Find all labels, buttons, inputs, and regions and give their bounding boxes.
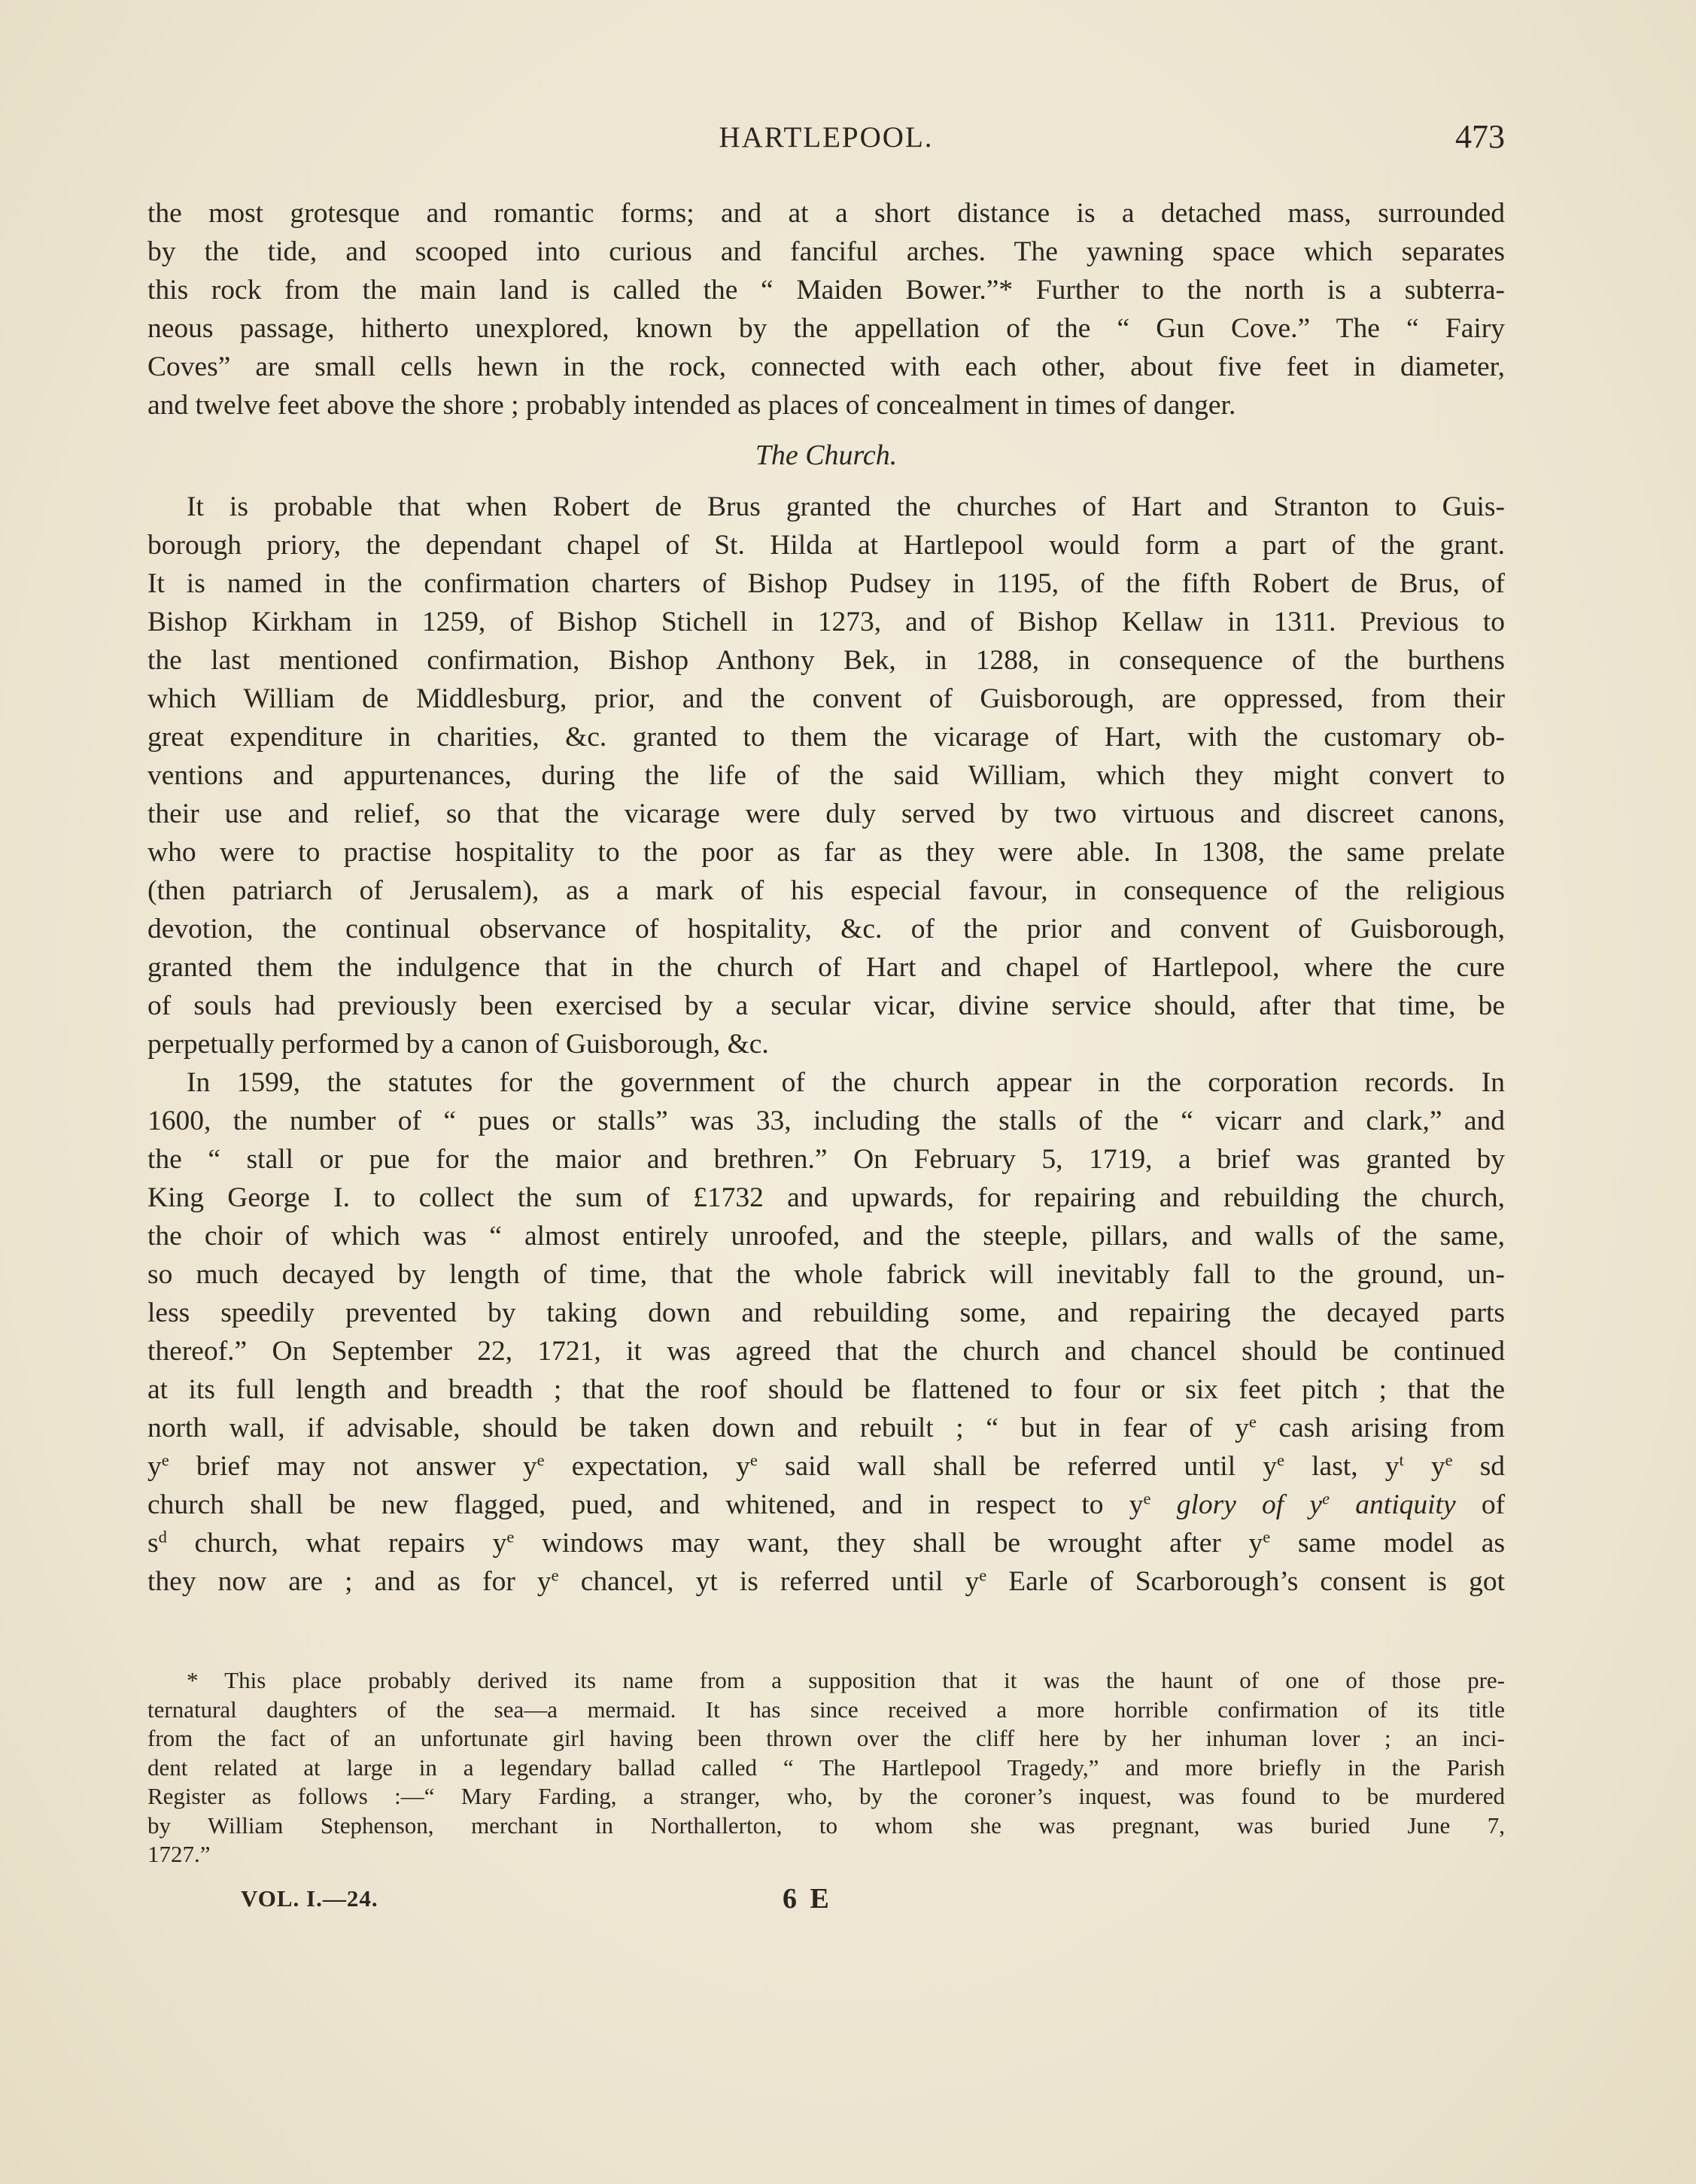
archaic-ye: y: [1430, 1451, 1445, 1482]
text-segment: Earle of Scarborough’s consent is got: [1008, 1566, 1506, 1597]
archaic-ye: y: [147, 1451, 162, 1482]
superscript: e: [1322, 1489, 1330, 1508]
footnote: [147, 1666, 1505, 1869]
footnote-line: from the fact of an unfortunate girl having been thrown over the cliff here by her inhuman lover ; an inci-: [147, 1725, 1505, 1751]
main-text: [147, 194, 1505, 1601]
footnote-line: * This place probably derived its name from a supposition that it was the haunt of one of those pre-: [187, 1667, 1505, 1693]
text-line: the choir of which was “ almost entirely unroofed, and the steeple, pillars, and walls of the same,: [147, 1221, 1505, 1252]
text-line: [147, 1562, 1505, 1601]
text-line: In 1599, the statutes for the government of the church appear in the corporation records. In: [187, 1067, 1505, 1098]
superscript: e: [979, 1565, 987, 1585]
text-line: and twelve feet above the shore ; probably intended as places of concealment in times of danger.: [147, 390, 1236, 421]
text-line: by the tide, and scooped into curious and fanciful arches. The yawning space which separates: [147, 236, 1505, 267]
archaic-ye: y: [536, 1566, 552, 1597]
archaic-ye: y: [1129, 1489, 1144, 1520]
text-line: this rock from the main land is called the “ Maiden Bower.”* Further to the north is a subterra-: [147, 275, 1505, 306]
superscript: e: [506, 1527, 515, 1547]
text-line: 1600, the number of “ pues or stalls” was 33, including the stalls of the “ vicarr and clark,” and: [147, 1106, 1505, 1136]
text-line: (then patriarch of Jerusalem), as a mark of his especial favour, in consequence of the religious: [147, 875, 1505, 906]
archaic-ye: y: [965, 1566, 980, 1597]
text-line: the “ stall or pue for the maior and brethren.” On February 5, 1719, a brief was granted by: [147, 1144, 1505, 1175]
text-line: [147, 1524, 1505, 1562]
text-line: less speedily prevented by taking down and rebuilding some, and repairing the decayed parts: [147, 1297, 1505, 1328]
text-segment: of: [1481, 1489, 1506, 1520]
text-line: borough priory, the dependant chapel of St. Hilda at Hartlepool would form a part of the grant.: [147, 530, 1505, 561]
superscript: d: [158, 1527, 167, 1547]
superscript: e: [1143, 1489, 1151, 1508]
text-segment: same model as: [1297, 1528, 1506, 1559]
text-line: It is named in the confirmation charters of Bishop Pudsey in 1195, of the fifth Robert de Brus, of: [147, 568, 1505, 599]
archaic-ye: y: [522, 1451, 537, 1482]
superscript: t: [1399, 1450, 1404, 1470]
text-line: which William de Middlesburg, prior, and the convent of Guisborough, are oppressed, from their: [147, 683, 1505, 714]
text-line: Bishop Kirkham in 1259, of Bishop Stichell in 1273, and of Bishop Kellaw in 1311. Previous to: [147, 607, 1505, 637]
footnote-line: 1727.”: [147, 1841, 211, 1867]
footnote-line: ternatural daughters of the sea—a mermaid. It has since received a more horrible confirmation of its title: [147, 1696, 1505, 1723]
text-segment: cash arising from: [1278, 1413, 1506, 1443]
text-line: It is probable that when Robert de Brus granted the churches of Hart and Stranton to Guis-: [187, 491, 1505, 522]
footnote-line: dent related at large in a legendary ballad called “ The Hartlepool Tragedy,” and more briefly in the Parish: [147, 1754, 1505, 1781]
text-line: Coves” are small cells hewn in the rock, connected with each other, about five feet in diameter,: [147, 351, 1505, 382]
text-segment: said wall shall be referred until: [784, 1451, 1236, 1482]
italic-segment: glory of: [1176, 1489, 1284, 1520]
text-segment: church shall be new flagged, pued, and whitened, and in respect to: [147, 1489, 1104, 1520]
archaic-ye: y: [1263, 1451, 1277, 1482]
running-header: [147, 113, 1505, 166]
text-line: King George I. to collect the sum of £1732 and upwards, for repairing and rebuilding the church,: [147, 1182, 1505, 1213]
archaic-sd: s: [147, 1528, 159, 1559]
text-line: neous passage, hitherto unexplored, known by the appellation of the “ Gun Cove.” The “ Fairy: [147, 313, 1505, 344]
text-segment: expectation,: [571, 1451, 709, 1482]
superscript: e: [1445, 1450, 1453, 1470]
text-line: ventions and appurtenances, during the life of the said William, which they might convert to: [147, 760, 1505, 791]
text-line: great expenditure in charities, &c. granted to them the vicarage of Hart, with the customary ob-: [147, 722, 1505, 753]
superscript: e: [551, 1565, 559, 1585]
text-line: [147, 1447, 1505, 1486]
church-paragraph-2: [147, 1063, 1505, 1601]
volume-mark: VOL. I.—24.: [241, 1885, 378, 1912]
superscript: e: [1248, 1412, 1257, 1431]
text-line: perpetually performed by a canon of Guisborough, &c.: [147, 1029, 769, 1060]
intro-paragraph: [147, 194, 1505, 424]
archaic-ye: y: [1384, 1451, 1400, 1482]
signature-row: [241, 1885, 1369, 1923]
superscript: e: [536, 1450, 545, 1470]
text-segment: north wall, if advisable, should be taken down and rebuilt ; “ but in fear of: [147, 1413, 1213, 1443]
superscript: e: [1263, 1527, 1271, 1547]
text-line: so much decayed by length of time, that the whole fabrick will inevitably fall to the ground, un-: [147, 1259, 1505, 1290]
text-line: at its full length and breadth ; that the roof should be flattened to four or six feet pitch ; that the: [147, 1374, 1505, 1405]
text-line: [147, 1486, 1505, 1524]
archaic-ye: y: [736, 1451, 750, 1482]
archaic-ye: y: [1248, 1528, 1263, 1559]
text-line: devotion, the continual observance of hospitality, &c. of the prior and convent of Guisborough,: [147, 914, 1505, 944]
archaic-ye: y: [1309, 1489, 1323, 1520]
text-segment: chancel, yt is referred until: [580, 1566, 944, 1597]
footnote-line: Register as follows :—“ Mary Farding, a stranger, who, by the coroner’s inquest, was found to be murdered: [147, 1783, 1505, 1809]
text-line: [147, 1409, 1505, 1447]
superscript: e: [749, 1450, 758, 1470]
text-line: who were to practise hospitality to the poor as far as they were able. In 1308, the same prelate: [147, 837, 1505, 868]
text-segment: windows may want, they shall be wrought after: [541, 1528, 1221, 1559]
text-line: their use and relief, so that the vicarage were duly served by two virtuous and discreet canons,: [147, 798, 1505, 829]
footnote-line: by William Stephenson, merchant in Northallerton, to whom she was pregnant, was buried June 7,: [147, 1811, 1505, 1839]
text-segment: they now are ; and as for: [147, 1566, 515, 1597]
section-heading: The Church.: [755, 440, 898, 471]
text-segment: brief may not answer: [196, 1451, 496, 1482]
archaic-ye-italic: [1309, 1489, 1330, 1520]
text-line: the most grotesque and romantic forms; and at a short distance is a detached mass, surrounded: [147, 198, 1505, 229]
text-line: of souls had previously been exercised by a secular vicar, divine service should, after that time, be: [147, 990, 1505, 1021]
text-segment: church, what repairs: [194, 1528, 465, 1559]
superscript: e: [1277, 1450, 1284, 1470]
superscript: e: [161, 1450, 169, 1470]
text-segment: last,: [1312, 1451, 1358, 1482]
italic-segment: antiquity: [1355, 1489, 1456, 1520]
text-line: granted them the indulgence that in the church of Hart and chapel of Hartlepool, where the cure: [147, 952, 1505, 983]
text-line: the last mentioned confirmation, Bishop Anthony Bek, in 1288, in consequence of the burthens: [147, 645, 1505, 676]
signature-mark: 6 E: [783, 1883, 832, 1915]
archaic-ye: y: [1235, 1413, 1249, 1443]
church-paragraph-1: [147, 488, 1505, 1063]
archaic-ye: y: [492, 1528, 507, 1559]
page-title: HARTLEPOOL.: [719, 121, 934, 154]
text-line: thereof.” On September 22, 1721, it was agreed that the church and chancel should be continued: [147, 1336, 1505, 1367]
text-segment: sd: [1479, 1451, 1506, 1482]
page-number: 473: [1455, 118, 1505, 155]
